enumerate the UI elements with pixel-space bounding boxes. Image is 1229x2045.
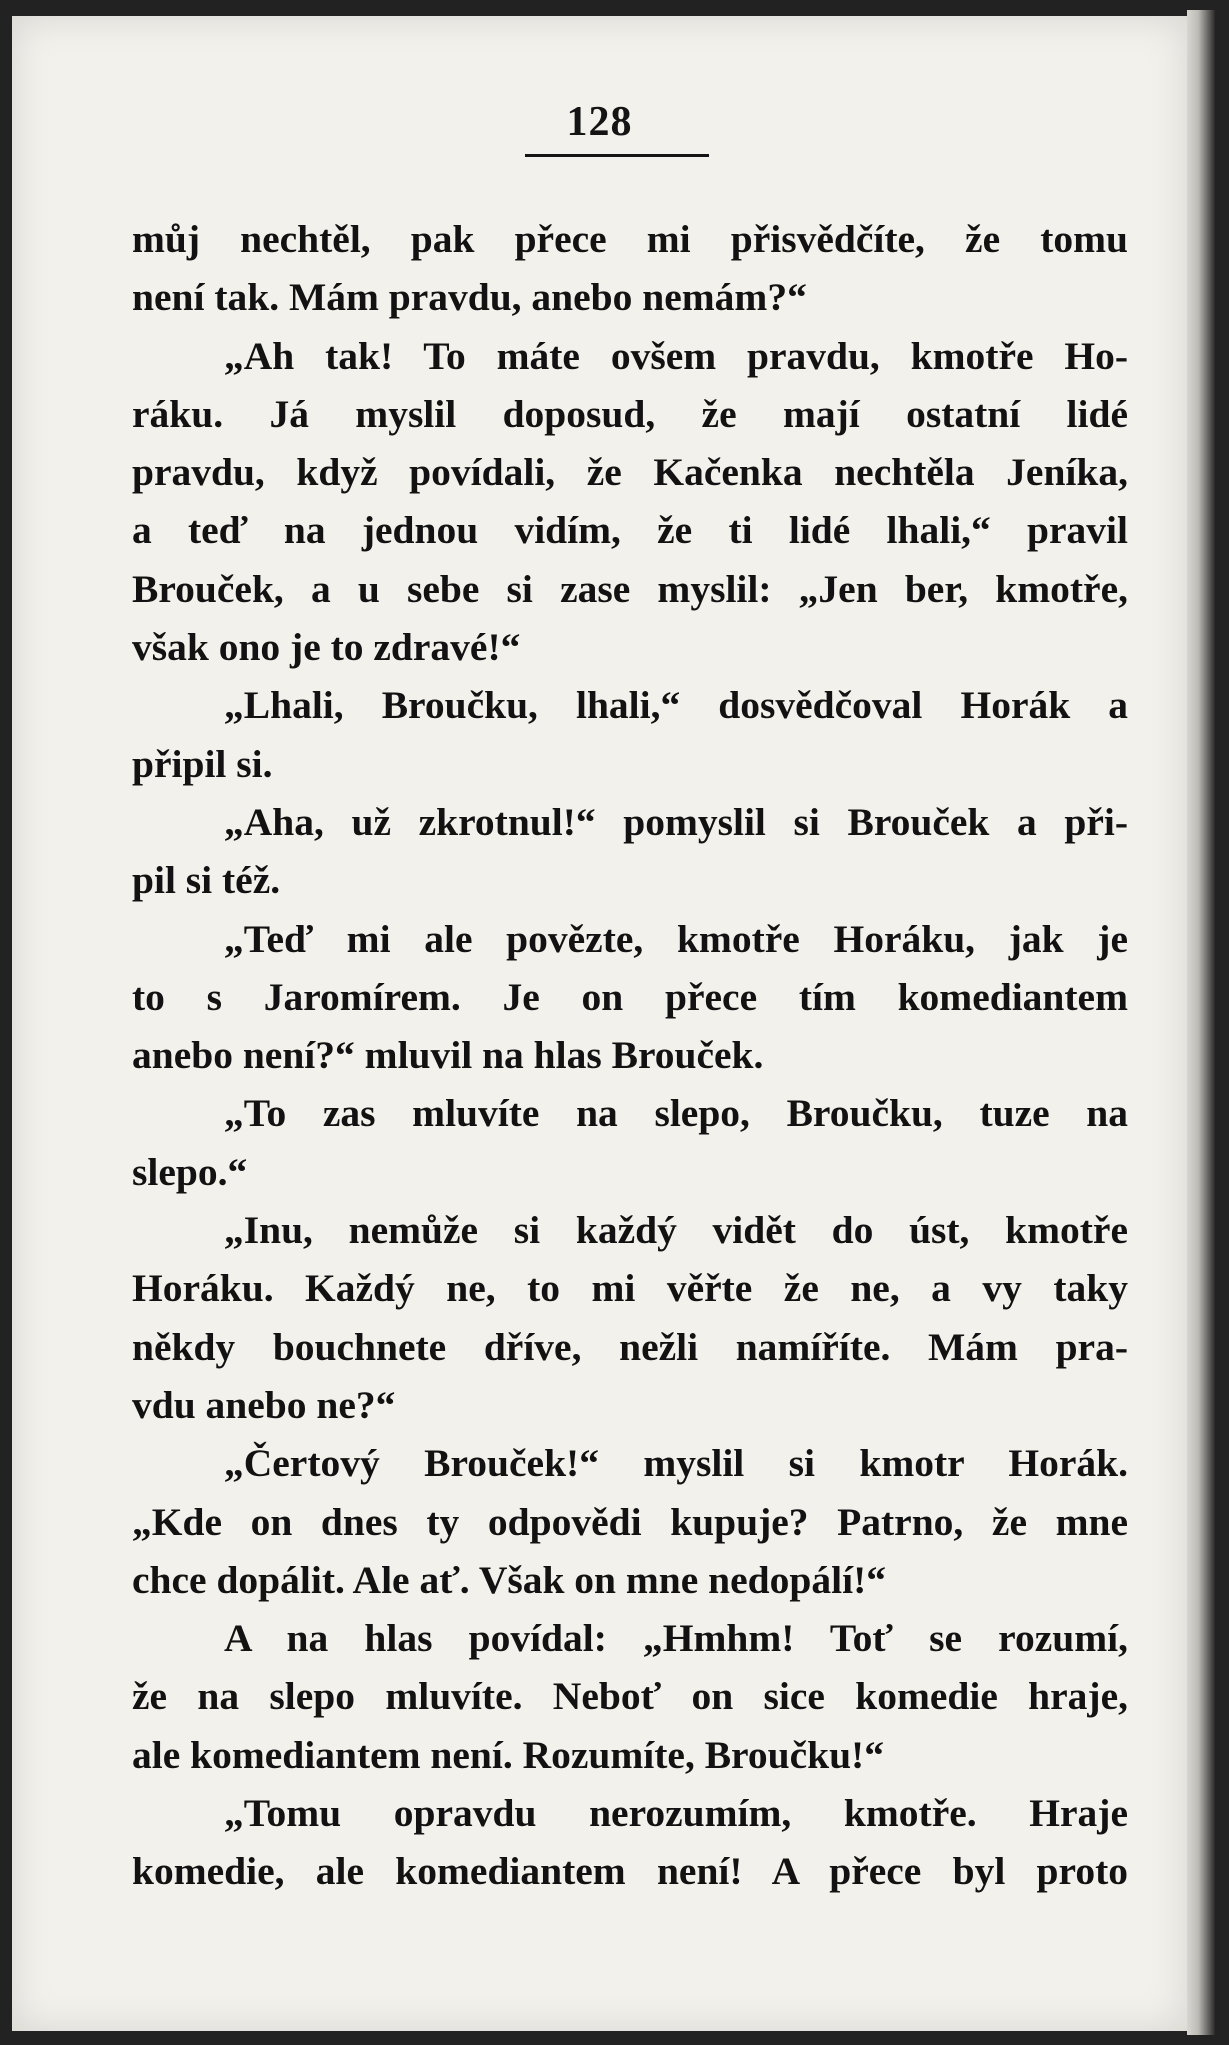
text-line: ráku. Já myslil doposud, že mají ostatní lidé [132, 391, 1128, 436]
book-page [12, 16, 1187, 2031]
text-line: „Kde on dnes ty odpovědi kupuje? Patrno, že mne [132, 1499, 1128, 1544]
text-line: „Tomu opravdu nerozumím, kmotře. Hraje [224, 1791, 1128, 1836]
text-line: „To zas mluvíte na slepo, Broučku, tuze na [224, 1091, 1128, 1136]
text-line: a teď na jednou vidím, že ti lidé lhali,“ pravil [132, 508, 1128, 553]
text-line: připil si. [132, 741, 273, 786]
text-line: „Aha, už zkrotnul!“ pomyslil si Brouček a při- [224, 799, 1128, 844]
text-line: že na slepo mluvíte. Neboť on sice komedie hraje, [132, 1674, 1128, 1719]
body-text [132, 210, 1128, 1901]
text-line: pil si též. [132, 858, 281, 903]
text-line: můj nechtěl, pak přece mi přisvědčíte, že tomu [132, 217, 1128, 261]
text-line: však ono je to zdravé!“ [132, 625, 521, 670]
text-line: Brouček, a u sebe si zase myslil: „Jen ber, kmotře, [132, 566, 1128, 611]
text-line: Horáku. Každý ne, to mi věřte že ne, a vy taky [132, 1266, 1128, 1311]
text-line: to s Jaromírem. Je on přece tím komediantem [132, 974, 1128, 1019]
text-line: „Ah tak! To máte ovšem pravdu, kmotře Ho- [224, 333, 1128, 378]
header-rule [525, 154, 709, 157]
text-line: pravdu, když povídali, že Kačenka nechtěla Jeníka, [132, 450, 1128, 495]
text-line: „Teď mi ale povězte, kmotře Horáku, jak je [224, 916, 1128, 961]
text-line: ale komediantem není. Rozumíte, Broučku!“ [132, 1732, 884, 1777]
text-line: „Lhali, Broučku, lhali,“ dosvědčoval Horák a [224, 683, 1128, 728]
text-line: někdy bouchnete dříve, nežli namíříte. Mám pra- [132, 1324, 1128, 1369]
text-line: A na hlas povídal: „Hmhm! Toť se rozumí, [224, 1616, 1128, 1661]
text-line: vdu anebo ne?“ [132, 1382, 396, 1427]
text-line: komedie, ale komediantem není! A přece byl proto [132, 1849, 1128, 1894]
text-line: není tak. Mám pravdu, anebo nemám?“ [132, 275, 807, 320]
text-line: chce dopálit. Ale ať. Však on mne nedopálí!“ [132, 1557, 886, 1602]
page-number: 128 [566, 99, 633, 145]
text-line: slepo.“ [132, 1149, 248, 1194]
text-line: „Čertový Brouček!“ myslil si kmotr Horák. [224, 1441, 1128, 1486]
page-edge [1187, 10, 1215, 2035]
text-line: anebo není?“ mluvil na hlas Brouček. [132, 1033, 764, 1078]
text-line: „Inu, nemůže si každý vidět do úst, kmotře [224, 1208, 1128, 1253]
